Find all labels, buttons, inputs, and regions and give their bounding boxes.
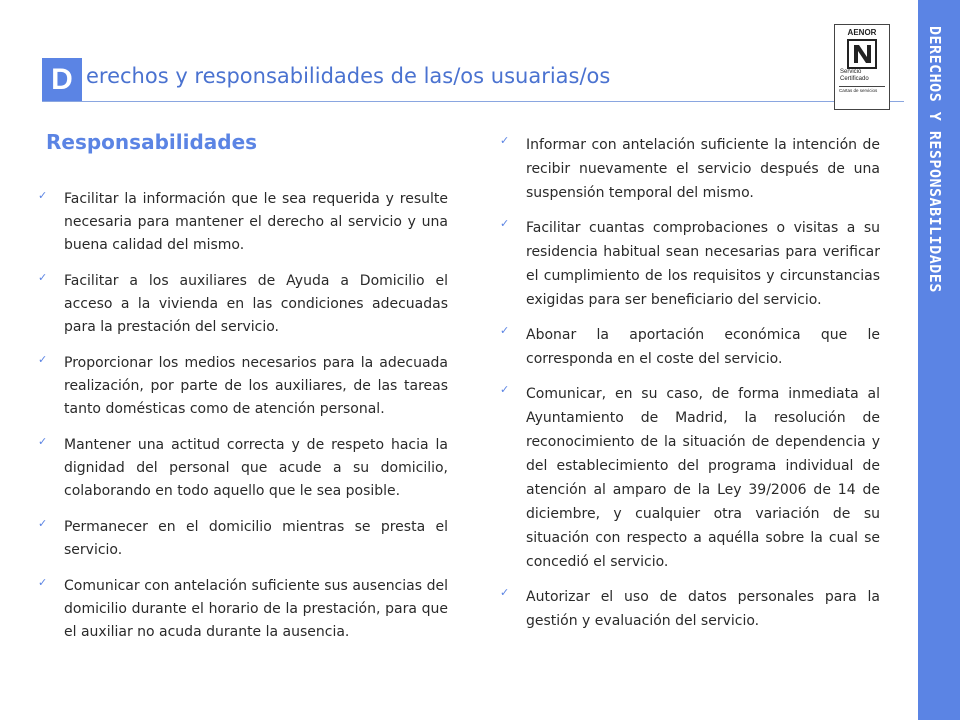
check-icon: ✓ xyxy=(500,324,510,337)
aenor-footer: Cartas de servicios xyxy=(839,86,885,93)
check-icon: ✓ xyxy=(38,189,48,202)
check-icon: ✓ xyxy=(38,353,48,366)
list-item xyxy=(38,575,448,644)
list-item xyxy=(500,323,880,371)
check-icon: ✓ xyxy=(38,435,48,448)
list-item xyxy=(38,434,448,503)
aenor-line1: Servicio xyxy=(840,69,862,75)
list-item xyxy=(38,516,448,562)
list-item-text: Proporcionar los medios necesarios para la adecuada realización, por parte de los auxiliares, de las tareas tanto domésticas como de atención personal. xyxy=(64,355,448,417)
sidebar-band xyxy=(918,0,960,720)
check-icon: ✓ xyxy=(500,217,510,230)
section-heading: Responsabilidades xyxy=(46,130,258,154)
list-item xyxy=(500,382,880,574)
list-item-text: Informar con antelación suficiente la intención de recibir nuevamente el servicio después de una suspensión temporal del mismo. xyxy=(526,137,880,201)
list-item-text: Comunicar con antelación suficiente sus ausencias del domicilio durante el horario de la prestación, para que el auxiliar no acuda durante la ausencia. xyxy=(64,578,448,640)
right-column xyxy=(500,133,880,644)
aenor-brand: AENOR xyxy=(847,28,877,37)
list-item-text: Comunicar, en su caso, de forma inmediata al Ayuntamiento de Madrid, la resolución de reconocimiento de la situación de dependencia y del establecimiento del programa individual de atención al amparo de la Ley 39/2006 de 14 de diciembre, y cualquier otra variación de su situación con respecto a aquélla sobre la cual se concedió el servicio. xyxy=(526,386,880,570)
title-divider xyxy=(42,101,904,102)
sidebar-label: DERECHOS Y RESPONSABILIDADES xyxy=(926,26,944,293)
list-item-text: Abonar la aportación económica que le corresponda en el coste del servicio. xyxy=(526,327,880,367)
aenor-logo xyxy=(834,24,890,110)
check-icon: ✓ xyxy=(38,517,48,530)
list-item xyxy=(38,188,448,257)
list-item xyxy=(38,270,448,339)
list-item-text: Facilitar cuantas comprobaciones o visitas a su residencia habitual sean necesarias para verificar el cumplimiento de los requisitos y circunstancias exigidas para ser beneficiario del servicio. xyxy=(526,220,880,308)
check-icon: ✓ xyxy=(500,586,510,599)
aenor-n-icon xyxy=(847,39,877,69)
check-icon: ✓ xyxy=(38,576,48,589)
page-title: erechos y responsabilidades de las/os usuarias/os xyxy=(86,64,611,88)
list-item xyxy=(500,133,880,205)
check-icon: ✓ xyxy=(500,134,510,147)
check-icon: ✓ xyxy=(38,271,48,284)
list-item-text: Permanecer en el domicilio mientras se presta el servicio. xyxy=(64,519,448,558)
left-column xyxy=(38,188,448,657)
list-item-text: Facilitar a los auxiliares de Ayuda a Domicilio el acceso a la vivienda en las condiciones adecuadas para la prestación del servicio. xyxy=(64,273,448,335)
list-item xyxy=(38,352,448,421)
list-item-text: Mantener una actitud correcta y de respeto hacia la dignidad del personal que acude a su domicilio, colaborando en todo aquello que le sea posible. xyxy=(64,437,448,499)
list-item xyxy=(500,585,880,633)
check-icon: ✓ xyxy=(500,383,510,396)
list-item-text: Autorizar el uso de datos personales para la gestión y evaluación del servicio. xyxy=(526,589,880,629)
title-initial: D xyxy=(42,58,82,102)
list-item-text: Facilitar la información que le sea requerida y resulte necesaria para mantener el derecho al servicio y una buena calidad del mismo. xyxy=(64,191,448,253)
aenor-line2: Certificado xyxy=(840,76,869,82)
list-item xyxy=(500,216,880,312)
